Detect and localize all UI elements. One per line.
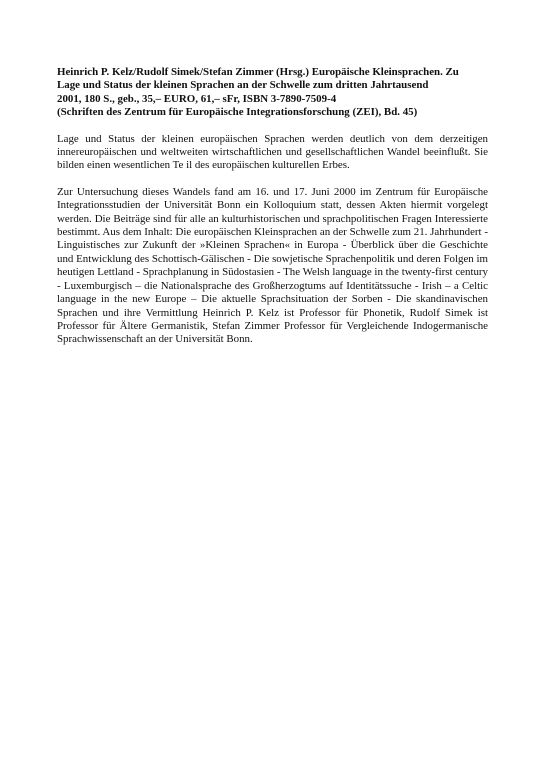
intro-paragraph: Lage und Status der kleinen europäischen Sprachen werden deutlich von dem derzeitigen innereuropäischen und weltweiten wirtschaftlichen und gesellschaftlichen Wandel beeinflußt. Sie bilden einen wesentlichen Te il des europäischen kulturellen Erbes.: [57, 132, 488, 172]
citation-line-series: (Schriften des Zentrum für Europäische Integrationsforschung (ZEI), Bd. 45): [57, 106, 418, 119]
citation-line-authors-title: Heinrich P. Kelz/Rudolf Simek/Stefan Zimmer (Hrsg.) Europäische Kleinsprachen. Zu: [57, 66, 459, 78]
body-paragraph: Zur Untersuchung dieses Wandels fand am 16. und 17. Juni 2000 im Zentrum für Europäische Integrationsstudien der Universität Bonn ein Kolloquium statt, dessen Akten hiermit vorgelegt werden. Die Beiträge sind für alle an kulturhistorischen und sprachpolitischen Fragen Interessierte bestimmt. Aus dem Inhalt: Die europäischen Kleinsprachen an der Schwelle zum 21. Jahrhundert - Linguistisches zur Zukunft der »Kleinen Sprachen« in Europa - Überblick über die Geschichte und Entwicklung des Schottisch-Gälischen - Die sowjetische Sprachenpolitik und deren Folgen im heutigen Lettland - Sprachplanung in Südostasien - The Welsh language in the twenty-first century - Luxemburgisch – die Nationalsprache des Großherzogtums auf Identitätssuche - Irish – a Celtic language in the new Europe – Die aktuelle Sprachsituation der Sorben - Die skandinavischen Sprachen und ihre Vermittlung Heinrich P. Kelz ist Professor für Phonetik, Rudolf Simek ist Professor für Ältere Germanistik, Stefan Zimmer Professor für Vergleichende Indogermanische Sprachwissenschaft an der Universität Bonn.: [57, 185, 488, 346]
book-citation-heading: [57, 66, 488, 120]
document-content: [57, 66, 488, 347]
citation-line-subtitle: Lage und Status der kleinen Sprachen an der Schwelle zum dritten Jahrtausend: [57, 79, 429, 92]
citation-line-publication-details: 2001, 180 S., geb., 35,– EURO, 61,– sFr, ISBN 3-7890-7509-4: [57, 92, 337, 105]
